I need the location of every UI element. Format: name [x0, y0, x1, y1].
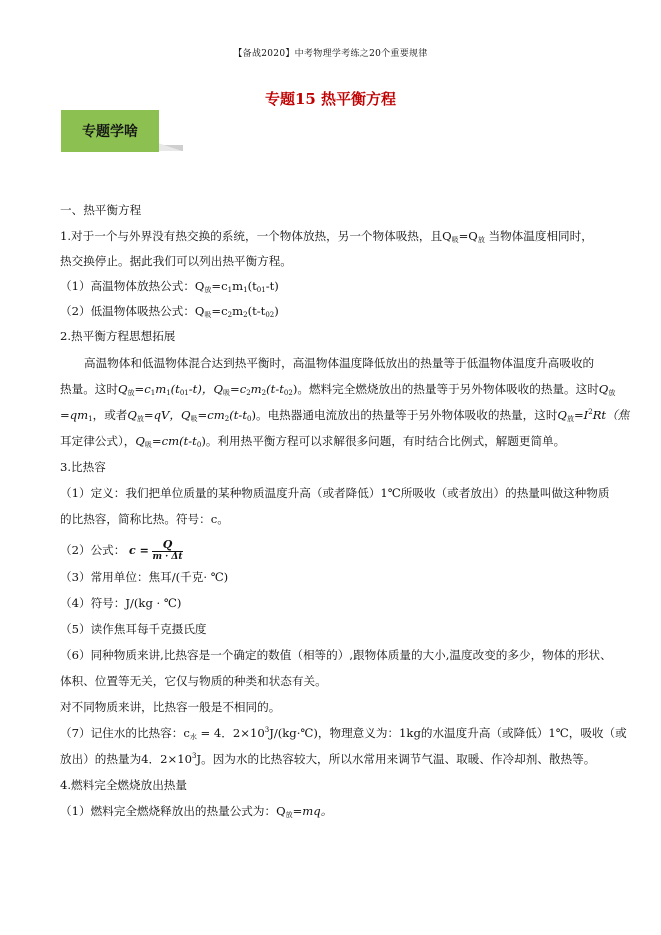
formula-heat-absorb: （2）低温物体吸热公式：$Q_吸=c_2m_2(t-t_{02})$	[60, 304, 279, 319]
paragraph-2-line3: $=qm_1$，或者$Q_放=qV$，$Q_吸=cm_2(t-t_0)$。电热器通电流放出的热量等于另外物体吸收的热量，这时$Q_放=I^2Rt$（焦	[60, 408, 630, 423]
property-line2: 体积、位置等无关，它仅与物质的种类和状态有关。	[60, 674, 327, 688]
fraction: $\frac{Q}{m \cdot \Delta t}$	[152, 538, 183, 562]
heading-specific-heat: 3.比热容	[60, 460, 106, 474]
definition-line1: （1）定义：我们把单位质量的某种物质温度升高（或者降低）1℃所吸收（或者放出）的热量叫做这种物质	[60, 486, 610, 500]
heading-extension: 2.热平衡方程思想拓展	[60, 329, 176, 343]
section-tag: 专题学啥	[61, 110, 159, 152]
water-specific-heat-line1: （7）记住水的比热容：$c_水 = 4$．$2\times 10^3J/(kg\cdot℃)$，物理意义为：1kg的水温度升高（或降低）1℃，吸收（或	[60, 726, 627, 741]
paragraph-1-line1: 1.对于一个与外界没有热交换的系统，一个物体放热，另一个物体吸热，且$Q_吸=Q_放$ 当物体温度相同时，	[60, 229, 593, 244]
unit-reading: （5）读作焦耳每千克摄氏度	[60, 622, 207, 636]
formula-heat-release: （1）高温物体放热公式：$Q_放=c_1m_1(t_{01}-t)$	[60, 279, 279, 294]
paragraph-2-line4: 耳定律公式），$Q_吸=cm(t-t_0)$。利用热平衡方程可以求解很多问题，有时结合比例式，解题更简单。	[60, 434, 566, 449]
definition-line2: 的比热容，简称比热。符号：c。	[60, 512, 229, 526]
property-line3: 对不同物质来讲，比热容一般是不相同的。	[60, 700, 281, 714]
heading-fuel-heat: 4.燃料完全燃烧放出热量	[60, 778, 187, 792]
common-unit: （3）常用单位：焦耳/(千克· ℃)	[60, 570, 229, 584]
page-header: 【备战2020】中考物理学考练之20个重要规律	[233, 49, 428, 59]
paragraph-1-line2: 热交换停止。据此我们可以列出热平衡方程。	[60, 254, 292, 268]
paragraph-2-line1: 高温物体和低温物体混合达到热平衡时，高温物体温度降低放出的热量等于低温物体温度升高吸收的	[84, 356, 595, 370]
water-specific-heat-line2: 放出）的热量为4．$2\times 10^3J$。因为水的比热容较大，所以水常用来调节气温、取暖、作冷却剂、散热等。	[60, 752, 596, 766]
property-line1: （6）同种物质来讲,比热容是一个确定的数值（相等的）,跟物体质量的大小,温度改变的多少，物体的形状、	[60, 648, 612, 662]
fuel-heat-formula: （1）燃料完全燃烧释放出的热量公式为：$Q_放=mq$。	[60, 804, 333, 819]
tag-triangle	[158, 143, 182, 151]
unit-symbol: （4）符号：J/(kg · ℃)	[60, 596, 182, 610]
formula-specific-heat: （2）公式： c = $\frac{Q}{m \cdot \Delta t}$	[60, 538, 183, 562]
paragraph-2-line2: 热量。这时$Q_放=c_1m_1(t_{01}-t)$，$Q_吸=c_2m_2(t-t_{02})$。燃料完全燃烧放出的热量等于另外物体吸收的热量。这时$Q_放$	[60, 382, 616, 397]
heading-heat-balance: 一、热平衡方程	[60, 203, 142, 217]
page-title: 专题15 热平衡方程	[264, 90, 397, 108]
